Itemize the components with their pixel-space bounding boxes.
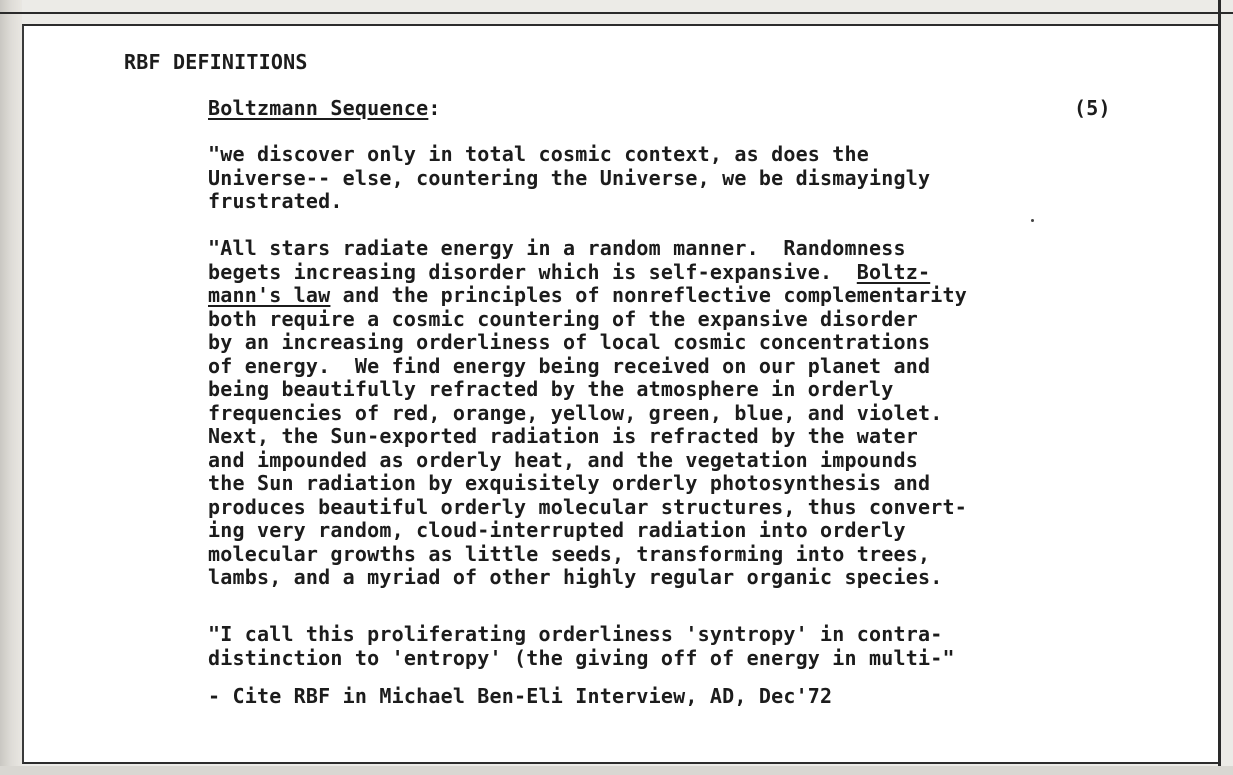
paragraph-2-text-b: and the principles of nonreflective complementarity both require a cosmic countering of the expansive disorder by an increasing orderliness of local cosmic concentrations of energy. We find energy being received on our planet and being beautifully refracted by the atmosphere in orderly frequencies of red, orange, yellow, green, blue, and violet. Next, the Sun-exported radiation is refracted by the water and impounded as orderly heat, and the vegetation impounds the Sun radiation by exquisitely orderly photosynthesis and produces beautiful orderly molecular structures, thus convert- ing very random, cloud-interrupted radiation into orderly molecular growths as little seeds, transforming into trees, lambs, and a myriad of other highly regular organic species. <box>208 283 967 589</box>
entry-title-colon: : <box>428 96 441 120</box>
quote-paragraph-3: "I call this proliferating orderliness 'syntropy' in contra- distinction to 'entropy' (the giving off of energy in multi-" <box>208 622 955 670</box>
boltzmanns-law-term: Boltz- mann's law <box>208 259 931 307</box>
entry-title <box>208 96 441 120</box>
ink-speck <box>1031 219 1034 222</box>
next-card-edge <box>0 766 1233 775</box>
quote-paragraph-2 <box>208 237 967 590</box>
quote-paragraph-1: "we discover only in total cosmic context, as does the Universe-- else, countering the Universe, we be dismayingly frustrated. <box>208 142 931 213</box>
scan-left-margin <box>0 0 22 775</box>
entry-title-text: Boltzmann Sequence <box>208 96 429 120</box>
page-number: (5) <box>1074 96 1111 120</box>
previous-card-edge <box>0 12 1233 14</box>
card-header: RBF DEFINITIONS <box>124 50 308 74</box>
citation: - Cite RBF in Michael Ben-Eli Interview, AD, Dec'72 <box>208 684 833 708</box>
paragraph-2-text-a: "All stars radiate energy in a random manner. Randomness begets increasing disorder which is self-expansive. <box>208 236 906 284</box>
card-stack-right-edge <box>1218 0 1221 775</box>
